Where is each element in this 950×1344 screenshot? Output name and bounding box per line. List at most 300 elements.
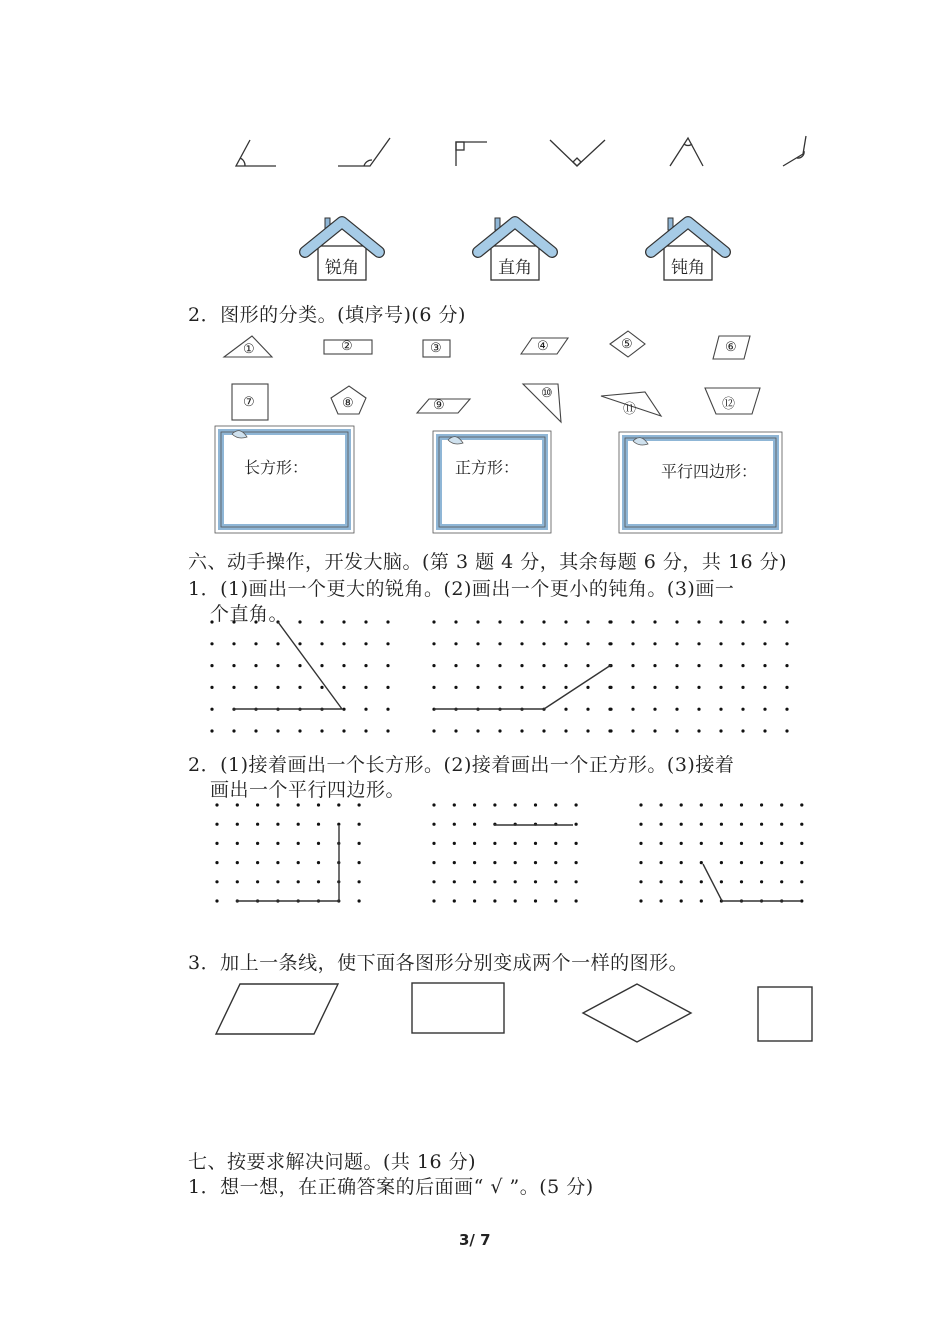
q2-grid-b-dot — [575, 842, 578, 845]
q2-grid-c-dot — [780, 842, 783, 845]
q1-grid-b-dot — [454, 620, 457, 623]
q1-grid-c-dot — [697, 686, 700, 689]
q2-grid-b-dot — [514, 842, 517, 845]
q2-grid-a-dot — [215, 899, 218, 902]
q1-grid-c-dot — [609, 642, 612, 645]
q2-grid-c-dot — [680, 842, 683, 845]
q2-grid-a-dot — [236, 842, 239, 845]
q2-grid-b-dot — [493, 842, 496, 845]
q1-grid-a-dot — [386, 642, 389, 645]
q1-grid-b-dot — [432, 664, 435, 667]
q1-grid-c-dot — [609, 708, 612, 711]
q1-grid-c-dot — [719, 642, 722, 645]
q2-grid-a-dot — [337, 803, 340, 806]
angle-2 — [338, 138, 390, 166]
q2-grid-b-dot — [473, 899, 476, 902]
q2-grid-a-dot — [276, 861, 279, 864]
q2-grid-b-dot — [453, 842, 456, 845]
q1-grid-c-dot — [719, 620, 722, 623]
q2-grid-a-dot — [358, 861, 361, 864]
q1-grid-b-dot — [520, 642, 523, 645]
shape-num-12: ⑫ — [722, 397, 736, 412]
q2-grid-b-dot — [473, 861, 476, 864]
q1-grid-b-dot — [564, 729, 567, 732]
q1-grid-b-dot — [520, 729, 523, 732]
shape-num-1: ① — [243, 342, 255, 357]
q1-grid-c-dot — [763, 708, 766, 711]
q1-grid-a-dot — [364, 664, 367, 667]
q1-grid-a-dot — [210, 708, 213, 711]
q2-grid-c-dot — [780, 861, 783, 864]
q1-grid-a-dot — [254, 664, 257, 667]
q2-grid-c-dot — [700, 803, 703, 806]
q2-grid-c-dot — [680, 823, 683, 826]
q2-grid-c-dot — [660, 842, 663, 845]
q2-grid-c-dot — [740, 823, 743, 826]
q1-grid-a-dot — [232, 729, 235, 732]
q2-grid-c-dot — [720, 880, 723, 883]
q1-grid-a-dot — [342, 620, 345, 623]
q1-grid-c-dot — [609, 686, 612, 689]
q2-grid-b-dot — [514, 803, 517, 806]
q1-grid-b-dot — [564, 686, 567, 689]
q2-grid-a-dot — [297, 880, 300, 883]
q2-grid-a-dot — [297, 842, 300, 845]
q2-grid-c-dot — [780, 880, 783, 883]
q2-grid-c-dot — [639, 880, 642, 883]
q2-grid-b-dot — [554, 803, 557, 806]
q1-grid-a-dot — [298, 729, 301, 732]
q2-para-start — [703, 864, 801, 901]
q1-grid-c-dot — [653, 708, 656, 711]
q2-grid-a-dot — [276, 842, 279, 845]
q1-grid-b-dot — [564, 620, 567, 623]
q1-grid-a-dot — [342, 642, 345, 645]
q1-grid-b-dot — [586, 708, 589, 711]
q1-grid-b-dot — [586, 664, 589, 667]
angle-3-right — [456, 142, 487, 166]
q1-grid-b-dot — [432, 642, 435, 645]
q2-grid-b-dot — [432, 842, 435, 845]
q1-grid-c-dot — [631, 620, 634, 623]
q1-grid-a-dot — [232, 686, 235, 689]
q1-grid-a-dot — [298, 664, 301, 667]
q1-grid-a-dot — [364, 708, 367, 711]
q2-grid-c-dot — [660, 880, 663, 883]
q1-grid-c-dot — [741, 686, 744, 689]
q1-grid-b-dot — [542, 686, 545, 689]
page-number: 3/ 7 — [459, 1231, 491, 1249]
q2-grid-a-dot — [256, 823, 259, 826]
house-label-obtuse: 钝角 — [671, 258, 705, 278]
q1-grid-c-dot — [785, 664, 788, 667]
q2-grid-b-dot — [432, 880, 435, 883]
q2-grid-b-dot — [534, 861, 537, 864]
q1-acute-angle — [233, 622, 342, 709]
q2-grid-a-dot — [215, 861, 218, 864]
q1-grid-b-dot — [520, 664, 523, 667]
q1-grid-a-dot — [276, 686, 279, 689]
q2-grid-c-dot — [800, 880, 803, 883]
q1-grid-c-dot — [609, 729, 612, 732]
q2-grid-b-dot — [534, 803, 537, 806]
q1-grid-b-dot — [476, 642, 479, 645]
s6-q1-line2: 个直角。 — [210, 603, 289, 625]
q2-grid-b-dot — [453, 880, 456, 883]
q1-grid-b-dot — [454, 686, 457, 689]
angle-5 — [670, 138, 703, 166]
q2-grid-b-dot — [493, 861, 496, 864]
q1-grid-c-dot — [653, 664, 656, 667]
q1-grid-c-dot — [697, 708, 700, 711]
q2-grid-a-dot — [317, 880, 320, 883]
q1-grid-b-dot — [564, 708, 567, 711]
q2-grid-b-dot — [554, 880, 557, 883]
q1-grid-b-dot — [542, 620, 545, 623]
q3-rectangle — [412, 983, 504, 1033]
q1-grid-a-dot — [342, 664, 345, 667]
angle-4-right — [550, 140, 605, 166]
q1-grid-b-dot — [586, 729, 589, 732]
q2-grid-a-dot — [256, 861, 259, 864]
q1-grid-a-dot — [254, 642, 257, 645]
q1-grid-a-dot — [364, 686, 367, 689]
q2-grid-a-dot — [317, 823, 320, 826]
q1-grid-c-dot — [763, 686, 766, 689]
q1-grid-c-dot — [785, 620, 788, 623]
angle-6 — [783, 136, 806, 166]
q2-grid-c-dot — [660, 861, 663, 864]
q2-grid-a-dot — [358, 803, 361, 806]
q2-grid-a-dot — [256, 803, 259, 806]
q1-grid-c-dot — [785, 642, 788, 645]
shape-num-3: ③ — [430, 341, 442, 356]
q2-grid-c-dot — [760, 861, 763, 864]
q1-grid-c-dot — [719, 708, 722, 711]
q1-grid-a-dot — [364, 620, 367, 623]
shape-num-5: ⑤ — [621, 337, 633, 352]
q1-grid-a-dot — [276, 642, 279, 645]
shape-num-9: ⑨ — [433, 398, 445, 413]
shape-num-7: ⑦ — [243, 395, 255, 410]
q2-grid-c-dot — [740, 842, 743, 845]
q2-grid-a-dot — [297, 861, 300, 864]
q2-grid-c-dot — [780, 803, 783, 806]
q2-grid-b-dot — [575, 803, 578, 806]
q2-grid-c-dot — [680, 803, 683, 806]
shape-num-10: ⑩ — [541, 386, 553, 401]
q2-grid-c-dot — [700, 899, 703, 902]
q2-grid-b-dot — [575, 861, 578, 864]
q2-grid-a-dot — [236, 823, 239, 826]
q1-grid-c-dot — [653, 642, 656, 645]
q1-grid-a-dot — [364, 729, 367, 732]
q2-grid-c-dot — [639, 803, 642, 806]
q1-grid-a-dot — [320, 620, 323, 623]
q1-grid-c-dot — [785, 708, 788, 711]
frame-parallelogram — [619, 432, 782, 533]
q2-grid-c-dot — [800, 842, 803, 845]
q1-grid-a-dot — [320, 729, 323, 732]
q2-grid-b-dot — [575, 880, 578, 883]
q1-grid-b-dot — [454, 729, 457, 732]
q2-grid-a-dot — [256, 880, 259, 883]
frame-square — [433, 431, 551, 533]
q2-grid-b-dot — [534, 899, 537, 902]
shape-num-4: ④ — [537, 339, 549, 354]
q2-grid-c-dot — [700, 823, 703, 826]
q1-grid-b-dot — [454, 642, 457, 645]
q1-grid-c-dot — [741, 620, 744, 623]
q1-grid-c-dot — [631, 642, 634, 645]
q2-grid-b-dot — [514, 861, 517, 864]
q1-grid-a-dot — [210, 729, 213, 732]
q1-grid-a-dot — [386, 708, 389, 711]
q2-grid-c-dot — [660, 899, 663, 902]
q1-grid-c-dot — [653, 686, 656, 689]
q2-grid-a-dot — [276, 880, 279, 883]
q2-grid-a-dot — [215, 880, 218, 883]
q2-grid-b-dot — [575, 899, 578, 902]
q1-grid-b-dot — [564, 664, 567, 667]
q2-grid-b-dot — [554, 842, 557, 845]
q1-grid-b-dot — [476, 686, 479, 689]
q1-grid-c-dot — [763, 620, 766, 623]
q2-grid-b-dot — [432, 803, 435, 806]
q1-grid-b-dot — [476, 729, 479, 732]
section6-title: 六、动手操作，开发大脑。(第 3 题 4 分，其余每题 6 分，共 16 分) — [188, 551, 788, 573]
q2-grid-b-dot — [534, 842, 537, 845]
s6-q2-line1: 2．(1)接着画出一个长方形。(2)接着画出一个正方形。(3)接着 — [188, 754, 735, 776]
frame-label-parallelogram: 平行四边形： — [661, 462, 758, 481]
q1-grid-c-dot — [719, 664, 722, 667]
q2-grid-b-dot — [473, 880, 476, 883]
q1-grid-a-dot — [386, 620, 389, 623]
q2-grid-c-dot — [760, 803, 763, 806]
q1-grid-b-dot — [542, 664, 545, 667]
q1-grid-b-dot — [498, 729, 501, 732]
q2-grid-c-dot — [680, 899, 683, 902]
q2-title: 2．图形的分类。(填序号)(6 分) — [188, 304, 466, 326]
q2-grid-a-dot — [215, 823, 218, 826]
q1-grid-b-dot — [498, 664, 501, 667]
q2-grid-a-dot — [358, 899, 361, 902]
q2-grid-c-dot — [700, 842, 703, 845]
q2-grid-b-dot — [534, 880, 537, 883]
q2-grid-a-dot — [236, 803, 239, 806]
q2-grid-c-dot — [800, 861, 803, 864]
q2-grid-a-dot — [236, 880, 239, 883]
q2-grid-b-dot — [453, 823, 456, 826]
q2-grid-c-dot — [760, 880, 763, 883]
q1-grid-b-dot — [542, 642, 545, 645]
q1-grid-c-dot — [675, 664, 678, 667]
q1-grid-c-dot — [697, 664, 700, 667]
q2-grid-a-dot — [358, 842, 361, 845]
q2-grid-a-dot — [276, 823, 279, 826]
q1-grid-a-dot — [232, 664, 235, 667]
q3-square — [758, 987, 812, 1041]
q1-grid-a-dot — [342, 686, 345, 689]
q1-grid-b-dot — [432, 729, 435, 732]
q2-grid-c-dot — [740, 803, 743, 806]
q1-grid-a-dot — [320, 664, 323, 667]
q1-grid-c-dot — [653, 729, 656, 732]
q1-grid-a-dot — [276, 664, 279, 667]
q2-grid-b-dot — [432, 823, 435, 826]
q1-grid-a-dot — [276, 729, 279, 732]
q2-grid-b-dot — [432, 899, 435, 902]
q2-grid-a-dot — [236, 861, 239, 864]
q1-grid-b-dot — [586, 686, 589, 689]
q2-grid-c-dot — [720, 823, 723, 826]
frame-label-rectangle: 长方形： — [244, 458, 309, 477]
q2-grid-a-dot — [358, 823, 361, 826]
q2-grid-c-dot — [700, 880, 703, 883]
frame-rectangle — [215, 426, 354, 533]
q1-grid-b-dot — [432, 620, 435, 623]
q2-grid-b-dot — [453, 803, 456, 806]
q2-grid-c-dot — [660, 823, 663, 826]
house-label-acute: 锐角 — [325, 258, 359, 278]
q1-grid-a-dot — [386, 664, 389, 667]
q1-grid-b-dot — [498, 686, 501, 689]
q2-grid-c-dot — [740, 861, 743, 864]
q1-grid-a-dot — [298, 620, 301, 623]
q2-grid-c-dot — [780, 823, 783, 826]
q2-grid-c-dot — [760, 842, 763, 845]
q1-grid-a-dot — [232, 642, 235, 645]
q2-grid-c-dot — [720, 842, 723, 845]
q2-grid-c-dot — [720, 803, 723, 806]
q2-grid-c-dot — [639, 842, 642, 845]
house-label-right: 直角 — [498, 258, 532, 278]
q1-grid-c-dot — [653, 620, 656, 623]
q1-grid-b-dot — [498, 642, 501, 645]
q2-grid-c-dot — [680, 880, 683, 883]
q1-grid-c-dot — [785, 729, 788, 732]
q1-grid-c-dot — [763, 664, 766, 667]
q2-grid-c-dot — [639, 823, 642, 826]
q1-grid-c-dot — [609, 620, 612, 623]
s6-q3: 3．加上一条线，使下面各图形分别变成两个一样的图形。 — [188, 952, 689, 974]
q1-grid-c-dot — [631, 708, 634, 711]
q1-grid-b-dot — [476, 664, 479, 667]
q1-grid-c-dot — [741, 664, 744, 667]
q3-rhombus — [583, 984, 691, 1042]
q1-grid-c-dot — [675, 686, 678, 689]
q1-grid-b-dot — [586, 620, 589, 623]
q1-grid-c-dot — [675, 620, 678, 623]
q1-grid-c-dot — [741, 729, 744, 732]
q2-grid-c-dot — [800, 823, 803, 826]
q1-grid-a-dot — [386, 729, 389, 732]
shape-num-8: ⑧ — [342, 396, 354, 411]
q1-grid-a-dot — [210, 686, 213, 689]
q2-grid-c-dot — [720, 861, 723, 864]
q2-grid-b-dot — [473, 803, 476, 806]
q2-grid-b-dot — [432, 861, 435, 864]
q2-grid-b-dot — [473, 842, 476, 845]
q2-grid-a-dot — [215, 842, 218, 845]
q1-grid-c-dot — [675, 642, 678, 645]
q2-grid-b-dot — [575, 823, 578, 826]
q1-grid-c-dot — [763, 729, 766, 732]
s6-q1-line1: 1．(1)画出一个更大的锐角。(2)画出一个更小的钝角。(3)画一 — [188, 578, 735, 600]
shape-num-11: ⑪ — [623, 402, 637, 417]
q1-grid-a-dot — [342, 729, 345, 732]
q1-grid-a-dot — [298, 642, 301, 645]
q2-grid-a-dot — [297, 803, 300, 806]
q2-grid-a-dot — [317, 861, 320, 864]
q1-grid-b-dot — [520, 620, 523, 623]
q1-grid-c-dot — [631, 664, 634, 667]
q1-grid-c-dot — [741, 708, 744, 711]
q2-grid-a-dot — [317, 842, 320, 845]
q2-grid-a-dot — [297, 823, 300, 826]
q1-grid-a-dot — [210, 642, 213, 645]
q1-grid-c-dot — [675, 729, 678, 732]
q2-grid-b-dot — [493, 803, 496, 806]
q2-grid-a-dot — [337, 823, 340, 826]
q1-grid-c-dot — [697, 642, 700, 645]
q1-grid-b-dot — [454, 664, 457, 667]
q1-grid-b-dot — [586, 642, 589, 645]
q1-grid-a-dot — [386, 686, 389, 689]
q2-grid-b-dot — [473, 823, 476, 826]
q2-grid-a-dot — [358, 880, 361, 883]
q2-grid-b-dot — [554, 899, 557, 902]
q2-grid-b-dot — [514, 880, 517, 883]
q1-grid-b-dot — [564, 642, 567, 645]
q1-grid-a-dot — [298, 686, 301, 689]
q2-grid-c-dot — [639, 899, 642, 902]
q1-grid-c-dot — [631, 729, 634, 732]
q3-parallelogram — [216, 984, 338, 1034]
q2-grid-c-dot — [800, 803, 803, 806]
q1-grid-b-dot — [432, 686, 435, 689]
shape-num-2: ② — [341, 339, 353, 354]
q2-grid-b-dot — [453, 899, 456, 902]
q1-grid-c-dot — [697, 620, 700, 623]
shape-num-6: ⑥ — [725, 340, 737, 355]
q1-grid-c-dot — [785, 686, 788, 689]
q1-grid-a-dot — [210, 664, 213, 667]
q1-grid-a-dot — [254, 686, 257, 689]
q1-grid-c-dot — [719, 729, 722, 732]
q1-grid-b-dot — [520, 686, 523, 689]
q2-grid-a-dot — [215, 803, 218, 806]
q1-grid-a-dot — [364, 642, 367, 645]
q2-grid-a-dot — [317, 803, 320, 806]
q2-grid-c-dot — [680, 861, 683, 864]
q1-grid-b-dot — [498, 620, 501, 623]
q2-grid-c-dot — [740, 880, 743, 883]
q2-grid-b-dot — [554, 861, 557, 864]
q2-grid-a-dot — [256, 842, 259, 845]
q1-grid-b-dot — [476, 620, 479, 623]
q2-grid-c-dot — [760, 823, 763, 826]
q2-grid-c-dot — [660, 803, 663, 806]
section7-title: 七、按要求解决问题。(共 16 分) — [188, 1151, 477, 1173]
q1-grid-b-dot — [542, 729, 545, 732]
q1-grid-c-dot — [763, 642, 766, 645]
angle-1 — [236, 140, 276, 166]
q1-grid-a-dot — [320, 642, 323, 645]
q1-grid-c-dot — [631, 686, 634, 689]
frame-label-square: 正方形： — [455, 458, 520, 477]
q1-grid-c-dot — [741, 642, 744, 645]
